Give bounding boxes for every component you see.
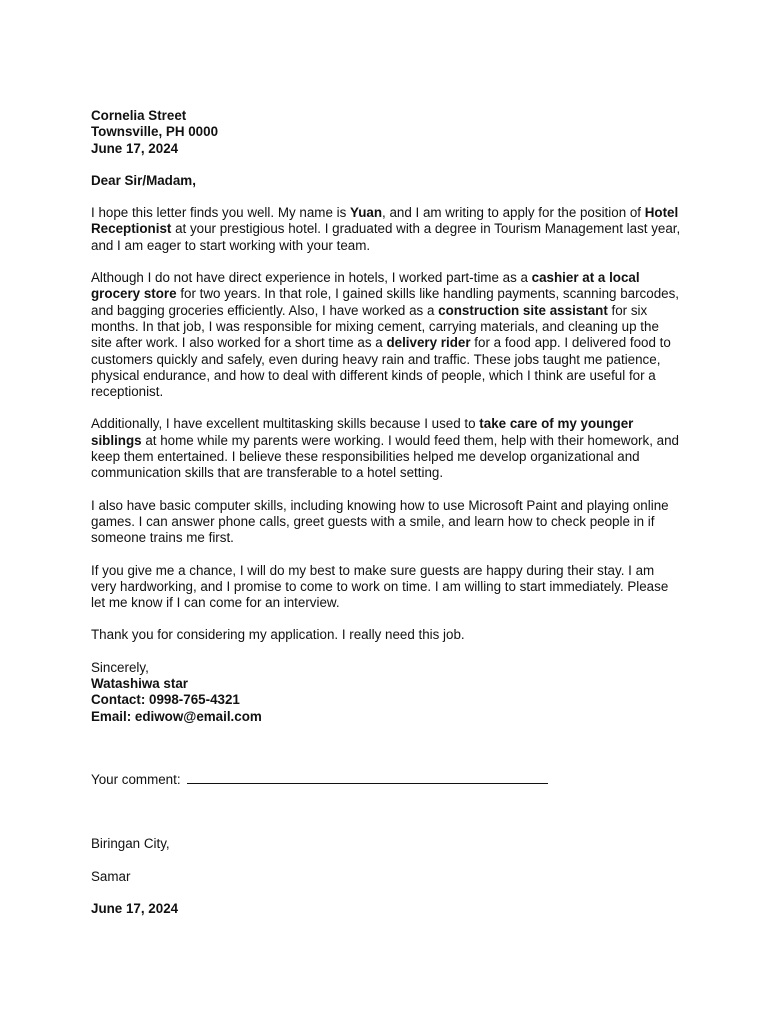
text-run: , and I am writing to apply for the position of — [382, 205, 645, 221]
text-run: for six months. In that job, I was responsible for mixing cement, carrying materials, and cleaning up the site after work. I also worked for a short time as a — [91, 302, 659, 351]
paragraph-experience — [91, 270, 681, 400]
address-city: Townsville, PH 0000 — [91, 124, 219, 140]
comment-label: Your comment: — [91, 771, 181, 787]
signature-block — [91, 660, 681, 725]
salutation: Dear Sir/Madam, — [91, 172, 196, 188]
footer-date: June 17, 2024 — [91, 900, 179, 916]
bold-phrase: delivery rider — [386, 335, 471, 351]
text-run: for a food app. I delivered food to customers quickly and safely, even during heavy rain and traffic. These jobs taught me patience, physical endurance, and how to deal with different kinds of people, which I think are useful for a receptionist. — [91, 335, 671, 400]
paragraph-multitasking — [91, 416, 681, 481]
text-run: for two years. In that role, I gained skills like handling payments, scanning barcodes, and bagging groceries efficiently. Also, I have worked as a — [91, 286, 680, 318]
comment-row — [91, 770, 681, 788]
text-run: I also have basic computer skills, including knowing how to use Microsoft Paint and playing online games. I can answer phone calls, greet guests with a smile, and learn how to check people in if someone trains me first. — [91, 497, 669, 546]
bold-phrase: cashier at a local grocery store — [91, 270, 640, 302]
sign-off: Sincerely, — [91, 659, 149, 675]
footer-city: Biringan City, — [91, 836, 170, 852]
paragraph-commitment — [91, 563, 681, 612]
paragraph-intro — [91, 205, 681, 254]
bold-phrase: take care of my younger siblings — [91, 416, 634, 448]
bold-phrase: Yuan — [350, 205, 382, 221]
bold-phrase: Hotel Receptionist — [91, 205, 679, 237]
text-run: I hope this letter finds you well. My name is — [91, 205, 350, 221]
address-street: Cornelia Street — [91, 108, 187, 123]
text-run: at your prestigious hotel. I graduated with a degree in Tourism Management last year, and I am eager to start working with your team. — [91, 221, 681, 253]
text-run: If you give me a chance, I will do my best to make sure guests are happy during their stay. I am very hardworking, and I promise to come to work on time. I am willing to start immediately. Please let me know if I can come for an interview. — [91, 562, 669, 611]
signer-contact: Contact: 0998-765-4321 — [91, 692, 240, 708]
bold-phrase: construction site assistant — [438, 302, 608, 318]
text-run: at home while my parents were working. I would feed them, help with their homework, and keep them entertained. I believe these responsibilities helped me develop organizational and communication skills that are transferable to a hotel setting. — [91, 432, 679, 481]
sender-address — [91, 108, 681, 157]
text-run: Thank you for considering my application. I really need this job. — [91, 627, 465, 643]
text-run: Although I do not have direct experience in hotels, I worked part-time as a — [91, 270, 532, 286]
comment-blank-line[interactable] — [187, 770, 548, 784]
letter-body — [91, 108, 681, 917]
text-run: Additionally, I have excellent multitasking skills because I used to — [91, 416, 480, 432]
signer-name: Watashiwa star — [91, 676, 188, 692]
paragraph-computer-skills — [91, 498, 681, 547]
signer-email: Email: ediwow@email.com — [91, 708, 262, 724]
letter-date: June 17, 2024 — [91, 140, 179, 156]
footer-province: Samar — [91, 868, 131, 884]
paragraph-thanks — [91, 627, 681, 643]
